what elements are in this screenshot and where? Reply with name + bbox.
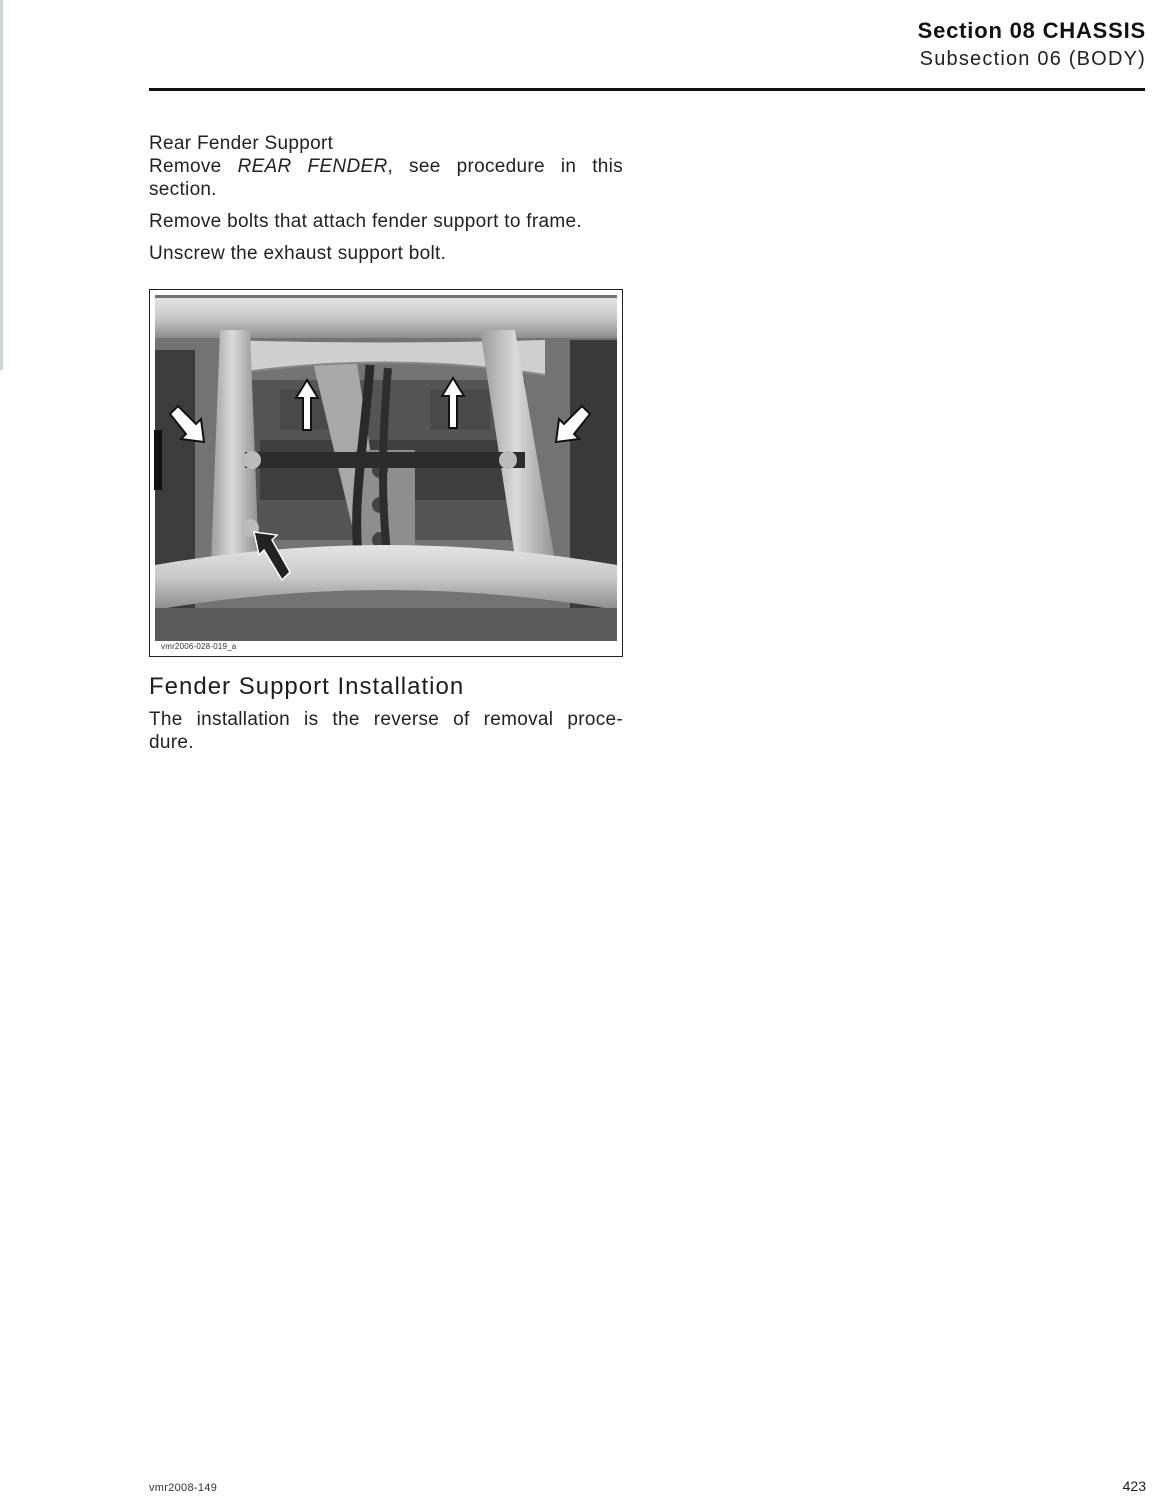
page-header — [918, 18, 1146, 72]
section-title: Section 08 CHASSIS — [917, 18, 1146, 43]
fender-support-photo — [149, 289, 623, 657]
installation-line-1: The installation is the reverse of removal proce- — [149, 709, 623, 730]
page-number: 423 — [1122, 1478, 1146, 1494]
removal-step-3: Unscrew the exhaust support bolt. — [149, 243, 447, 264]
scan-edge — [0, 0, 3, 370]
removal-subheading: Rear Fender Support — [149, 133, 334, 154]
step1-text-b: , see procedure in this — [387, 156, 623, 177]
step1-text-a: Remove — [149, 156, 238, 177]
rear-fender-reference: REAR FENDER — [237, 156, 388, 177]
installation-heading: Fender Support Installation — [149, 673, 465, 700]
installation-line-2: dure. — [149, 732, 194, 753]
subsection-title: Subsection 06 (BODY) — [919, 48, 1146, 70]
removal-step-1-cont: section. — [149, 179, 217, 200]
photo-illustration — [150, 290, 622, 656]
removal-step-1 — [149, 155, 623, 178]
installation-text — [149, 708, 623, 754]
header-rule — [149, 88, 1145, 91]
doc-code: vmr2008-149 — [149, 1482, 218, 1494]
removal-step-2: Remove bolts that attach fender support to frame. — [149, 211, 582, 232]
removal-text — [149, 132, 623, 265]
figure-caption: vmr2006-028-019_a — [161, 642, 237, 651]
